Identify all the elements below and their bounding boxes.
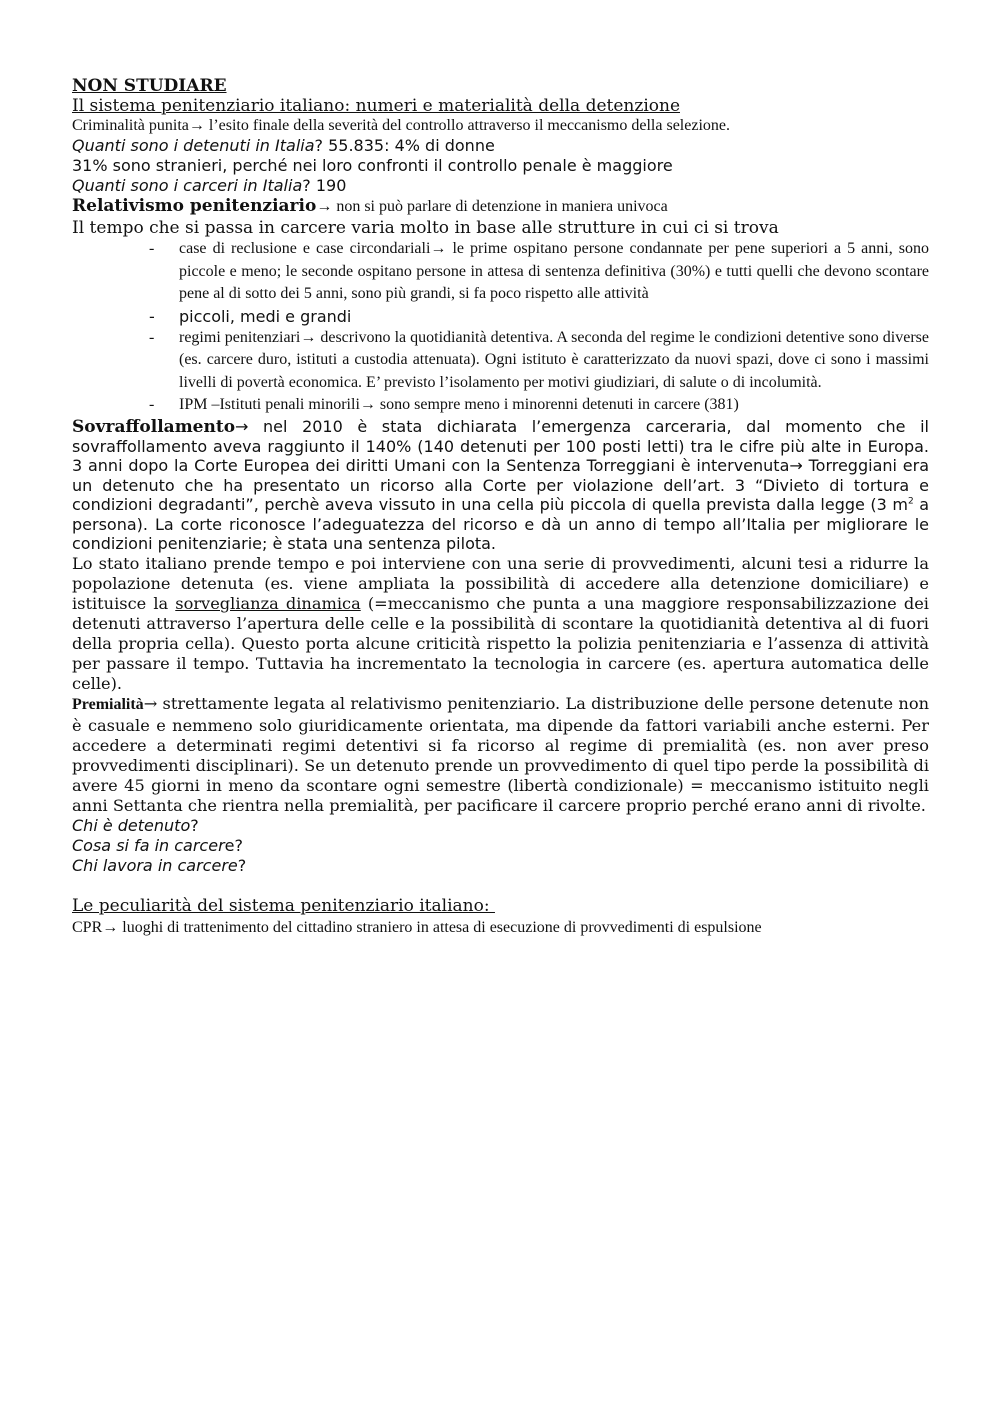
list-item xyxy=(149,238,929,306)
heading: NON STUDIARE xyxy=(72,76,227,96)
paragraph-text: → strettamente legata al relativismo penitenziario. La distribuzione delle persone detenute non è casuale e nemmeno solo giuridicamente orientata, ma dipende da fattori variabili anche esterni. Per accedere a determinati regimi detentivi si fa ricorso al regime di premialità (es. non aver preso provvedimenti disciplinari). Se un detenuto prende un provvedimento di quel tipo perde la possibilità di avere 45 giorni in meno da scontare ogni semestre (libertà condizionale) = meccanismo istituito negli anni Settanta che rientra nella premialità, per pacificare il carcere proprio perché erano anni di rivolte. xyxy=(72,693,929,815)
question-mark: e? xyxy=(224,835,243,855)
cpr-line: CPR→ luoghi di trattenimento del cittadino straniero in attesa di esecuzione di provvedimenti di espulsione xyxy=(72,918,762,936)
list-item-text: IPM –Istituti penali minorili→ sono sempre meno i minorenni detenuti in carcere (381) xyxy=(179,396,739,413)
term-link: sorveglianza dinamica xyxy=(175,593,361,613)
list-dash: - xyxy=(149,328,155,346)
list-item xyxy=(149,327,929,395)
term-text: → non si può parlare di detenzione in maniera univoca xyxy=(316,198,668,215)
structures-list xyxy=(72,238,929,417)
premialita-paragraph xyxy=(72,694,929,816)
superscript: 2 xyxy=(907,496,914,507)
tempo-line: Il tempo che si passa in carcere varia molto in base alle strutture in cui ci si trova xyxy=(72,218,779,238)
list-item-text: regimi penitenziari→ descrivono la quotidianità detentiva. A seconda del regime le condizioni detentive sono diverse (es. carcere duro, istituti a custodia attenuata). Ogni istituto è caratterizzato da nuovi spazi, dove ci sono i massimi livelli di povertà economica. E’ previsto l’isolamento per motivi giudiziari, di salute o di incolumità. xyxy=(179,328,929,391)
list-dash: - xyxy=(149,396,155,413)
sovraffollamento-paragraph xyxy=(72,417,929,554)
question-detenuti xyxy=(72,136,929,156)
stato-paragraph xyxy=(72,554,929,694)
question-carceri xyxy=(72,176,929,196)
question-answer: ? 190 xyxy=(302,176,347,195)
intro-line: Criminalità punita→ l’esito finale della severità del controllo attraverso il meccanismo della selezione. xyxy=(72,117,730,134)
list-dash: - xyxy=(149,306,155,326)
spacer xyxy=(72,876,929,896)
question-mark: ? xyxy=(237,855,247,875)
question-line xyxy=(72,836,929,856)
paragraph-text: (=meccanismo che punta a una maggiore responsabilizzazione dei detenuti attraverso l’apertura delle celle e la possibilità di scontare la quotidianità detentiva al di fuori della propria cella). Questo porta alcune criticità rispetto la polizia penitenziaria e l’assenza di attività per passare il tempo. Tuttavia ha incrementato la tecnologia in carcere (es. apertura automatica delle celle). xyxy=(72,593,929,693)
question-answer: ? 55.835: 4% di donne xyxy=(314,136,495,155)
section-title: Il sistema penitenziario italiano: numeri e materialità della detenzione xyxy=(72,96,680,116)
question-label: Chi è detenuto xyxy=(72,815,191,835)
question-mark: ? xyxy=(190,815,199,835)
paragraph-text: a persona). La corte riconosce l’adeguatezza del ricorso e dà un anno di tempo all’Italia per migliorare le condizioni penitenziarie; è stata una sentenza pilota. xyxy=(72,495,929,553)
term-label: Relativismo penitenziario xyxy=(72,196,317,216)
list-dash: - xyxy=(149,240,155,257)
list-item xyxy=(149,394,929,417)
list-item xyxy=(149,306,929,327)
question-line xyxy=(72,816,929,836)
list-item-text: case di reclusione e case circondariali→ le prime ospitano persone condannate per pene superiori a 5 anni, sono piccole e meno; le seconde ospitano persone in attesa di sentenza definitiva (30%) e tutti quelli che devono scontare pene al di sotto dei 5 anni, sono più grandi, si fa poco rispetto alle attività xyxy=(179,240,929,302)
relativismo-line xyxy=(72,196,929,218)
paragraph-text: → nel 2010 è stata dichiarata l’emergenza carceraria, dal momento che il sovraffollamento aveva raggiunto il 140% (140 detenuti per 100 posti letti) tra le cifre più alte in Europa. 3 anni dopo la Corte Europea dei diritti Umani con la Sentenza Torreggiani è intervenuta→ Torreggiani era un detenuto che ha presentato un ricorso alla Corte per violazione dell’art. 3 “Divieto di tortura e condizioni degradanti”, perchè aveva vissuto in una cella più piccola di quella prevista dalla legge (3 m xyxy=(72,416,929,514)
list-item-text: piccoli, medi e grandi xyxy=(179,306,352,326)
paragraph-text: Lo stato italiano prende tempo e poi interviene con una serie di provvedimenti, alcuni tesi a ridurre la popolazione detenuta (es. viene ampliata la possibilità di accedere alla detenzione domiciliare) e istituisce la xyxy=(72,553,929,613)
question-line xyxy=(72,856,929,876)
question-label: Cosa si fa in carcer xyxy=(72,835,225,855)
section-title: Le peculiarità del sistema penitenziario italiano: xyxy=(72,895,495,916)
question-label: Quanti sono i carceri in Italia xyxy=(72,176,303,195)
term-label: Premialità xyxy=(72,695,144,713)
question-label: Chi lavora in carcere xyxy=(72,855,238,875)
stranieri-line: 31% sono stranieri, perché nei loro confronti il controllo penale è maggiore xyxy=(72,156,673,175)
term-label: Sovraffollamento xyxy=(72,416,236,437)
question-label: Quanti sono i detenuti in Italia xyxy=(72,136,315,155)
document-page xyxy=(72,76,929,940)
